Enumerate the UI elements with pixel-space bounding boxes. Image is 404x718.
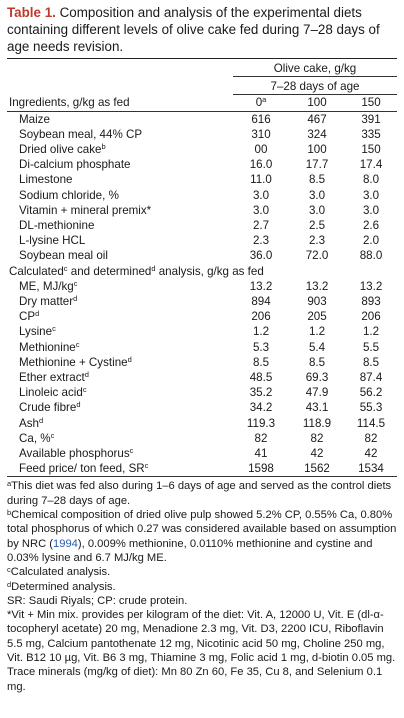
row-value: 310: [251, 127, 271, 141]
row-label: Ether extract$^d$: [19, 370, 89, 385]
row-value: 3.0: [362, 203, 380, 217]
row-value: 8.5: [308, 355, 326, 369]
row-label: Feed price/ ton feed, $SR^c$: [19, 461, 149, 476]
row-value: 903: [307, 295, 327, 309]
level-100-header: 100: [307, 96, 327, 110]
row-label: Linoleic acid$^c$: [19, 385, 87, 400]
row-value: 42: [364, 447, 378, 461]
row-value: 893: [361, 295, 381, 309]
row-value: 56.2: [359, 386, 383, 400]
row-value: 206: [361, 310, 381, 324]
table-row: [7, 431, 397, 446]
row-value: 114.5: [356, 416, 386, 430]
table-row: [7, 294, 397, 309]
row-value: 335: [361, 127, 381, 141]
row-value: 2.7: [252, 219, 270, 233]
row-value: 8.5: [308, 173, 326, 187]
table-row: [7, 355, 397, 370]
bottom-rule: [7, 476, 397, 477]
caption-text: Composition and analysis of the experimental diets containing different levels of olive cake fed during 7–28 days of age needs revision.: [7, 5, 380, 54]
olive-cake-header: Olive cake, g/kg: [233, 59, 397, 77]
row-value: 48.5: [249, 371, 273, 385]
row-value: 3.0: [252, 188, 270, 202]
row-value: 69.3: [305, 371, 329, 385]
row-value: 88.0: [359, 249, 383, 263]
row-value: 5.4: [308, 340, 326, 354]
row-value: 43.1: [305, 401, 329, 415]
footnote-c: $^c$Calculated analysis.: [7, 565, 111, 579]
row-value: 5.3: [252, 340, 270, 354]
footnote-b: $^b$Chemical composition of dried olive pulp showed 5.2% CP, 0.55% Ca, 0.80% total phosphorus of which 0.27 was considered available based on assumption by NRC (1994), 0.009% methionine, 0.0110% methionine and cystine and 0.03% lysine and 6.7 MJ/kg ME.: [7, 508, 397, 564]
header-group-row: [7, 59, 397, 77]
row-label: ME, $MJ/kg^c$: [19, 278, 78, 293]
row-label: Crude fibre$^d$: [19, 400, 81, 415]
diet-table: [7, 59, 397, 111]
row-value: 8.0: [362, 173, 380, 187]
row-label: L-lysine HCL: [19, 234, 86, 248]
nrc-citation-link[interactable]: 1994: [53, 537, 78, 550]
row-value: 2.5: [308, 219, 326, 233]
row-value: 2.3: [308, 234, 326, 248]
row-value: 2.6: [362, 219, 380, 233]
row-value: 894: [251, 295, 271, 309]
row-value: 616: [251, 112, 271, 126]
calc-heading-row: [7, 264, 397, 279]
row-label: Vitamin + mineral premix*: [19, 203, 152, 217]
row-label: DL-methionine: [19, 219, 95, 233]
table-row: [7, 203, 397, 218]
analysis-table: [7, 264, 397, 477]
table-row: [7, 248, 397, 263]
row-value: 82: [254, 431, 268, 445]
row-value: 3.0: [308, 188, 326, 202]
ingredients-table: [7, 112, 397, 264]
row-value: 41: [254, 447, 268, 461]
row-value: 150: [361, 143, 381, 157]
row-value: 35.2: [249, 386, 273, 400]
level-150-header: 150: [361, 96, 381, 110]
table-row: [7, 340, 397, 355]
table-row: [7, 279, 397, 294]
row-label: Soybean meal, 44% CP: [19, 127, 143, 141]
period-header: 7–28 days of age: [233, 77, 397, 95]
ingredients-header: Ingredients, g/kg as fed: [9, 96, 130, 110]
row-value: 82: [310, 431, 324, 445]
row-value: 391: [361, 112, 381, 126]
row-value: 118.9: [302, 416, 332, 430]
row-label: $CP^d$: [19, 309, 40, 324]
row-label: Available phosphorus$^c$: [19, 446, 134, 461]
table-row: [7, 370, 397, 385]
table-row: [7, 233, 397, 248]
footnote-vitamin: *Vit + Min mix. provides per kilogram of the diet: Vit. A, 12000 U, Vit. E (dl-α-tocopheryl acetate) 20 mg, Menadione 2.3 mg, Vit. D3, 2200 ICU, Riboflavin 5.5 mg, Calcium pantothenate 12 mg, Nicotinic acid 50 mg, Choline 250 mg, Vit. B12 10 µg, Vit. B6 3 mg, Thiamine 3 mg, Folic acid 1 mg, d-biotin 0.05 mg. Trace minerals (mg/kg of diet): Mn 80 Zn 60, Fe 35, Cu 8, and Selenium 0.1 mg.: [7, 609, 396, 693]
row-label: Soybean meal oil: [19, 249, 108, 263]
row-value: 3.0: [362, 188, 380, 202]
row-label: Dry matter$^d$: [19, 294, 78, 309]
row-value: 17.7: [305, 158, 329, 172]
row-value: 42: [310, 447, 324, 461]
row-value: 1534: [358, 462, 384, 476]
row-value: 11.0: [250, 173, 272, 187]
row-value: 36.0: [249, 249, 273, 263]
table-row: [7, 218, 397, 233]
row-value: 16.0: [249, 158, 273, 172]
table-row: [7, 416, 397, 431]
row-label: Sodium chloride, %: [19, 188, 119, 202]
row-value: 2.3: [252, 234, 270, 248]
row-label: Ash$^d$: [19, 415, 44, 430]
row-value: 13.2: [249, 279, 273, 293]
row-value: 1598: [248, 462, 274, 476]
table-row: [7, 188, 397, 203]
row-value: 13.2: [305, 279, 329, 293]
level-0-header: 0$^a$: [255, 95, 267, 110]
row-value: 72.0: [305, 249, 329, 263]
row-label: Methionine$^c$: [19, 339, 80, 354]
row-value: 8.5: [362, 355, 380, 369]
row-value: 206: [251, 310, 271, 324]
table-row: [7, 446, 397, 461]
row-value: 3.0: [308, 203, 326, 217]
row-value: 3.0: [252, 203, 270, 217]
row-label: Di-calcium phosphate: [19, 158, 131, 172]
row-label: Maize: [19, 112, 50, 126]
table-label: Table 1.: [7, 5, 56, 20]
row-label: Limestone: [19, 173, 73, 187]
row-value: 1.2: [252, 325, 270, 339]
row-value: 55.3: [359, 401, 383, 415]
row-value: 1.2: [362, 325, 380, 339]
row-value: 17.4: [359, 158, 383, 172]
row-value: 324: [307, 127, 327, 141]
row-value: 2.0: [362, 234, 380, 248]
header-period-row: [7, 77, 397, 95]
row-label: Lysine$^c$: [19, 324, 56, 339]
table-row: [7, 157, 397, 172]
row-value: 47.9: [305, 386, 329, 400]
header-levels-row: [7, 95, 397, 111]
footnotes: [7, 479, 397, 693]
calc-heading: Calculated$^c$ and determined$^d$ analysis, g/kg as fed: [9, 263, 264, 278]
row-value: 5.5: [362, 340, 380, 354]
footnote-d: $^d$Determined analysis.: [7, 579, 116, 593]
row-label: Dried olive cake$^b$: [19, 142, 106, 157]
row-label: Methionine + Cystine$^d$: [19, 354, 132, 369]
table-row: [7, 309, 397, 324]
row-value: 8.5: [252, 355, 270, 369]
table-row: [7, 400, 397, 415]
table-row: [7, 324, 397, 339]
row-value: 205: [307, 310, 327, 324]
row-value: 1562: [304, 462, 330, 476]
table-caption: [7, 4, 397, 55]
row-value: 119.3: [246, 416, 276, 430]
row-value: 87.4: [359, 371, 383, 385]
row-value: 100: [307, 143, 327, 157]
table-row: [7, 172, 397, 187]
footnote-sr: SR: Saudi Riyals; CP: crude protein.: [7, 594, 188, 607]
table-row: [7, 112, 397, 127]
table-row: [7, 142, 397, 157]
row-value: 13.2: [359, 279, 383, 293]
row-value: 467: [307, 112, 327, 126]
table-row: [7, 127, 397, 142]
row-value: 34.2: [249, 401, 273, 415]
footnote-a: $^a$This diet was fed also during 1–6 days of age and served as the control diets during 7–28 days of age.: [7, 479, 392, 507]
row-value: 1.2: [308, 325, 326, 339]
row-label: Ca, %$^c$: [19, 430, 55, 445]
row-value: 00: [254, 143, 268, 157]
table-row: [7, 385, 397, 400]
row-value: 82: [364, 431, 378, 445]
table-row: [7, 461, 397, 476]
